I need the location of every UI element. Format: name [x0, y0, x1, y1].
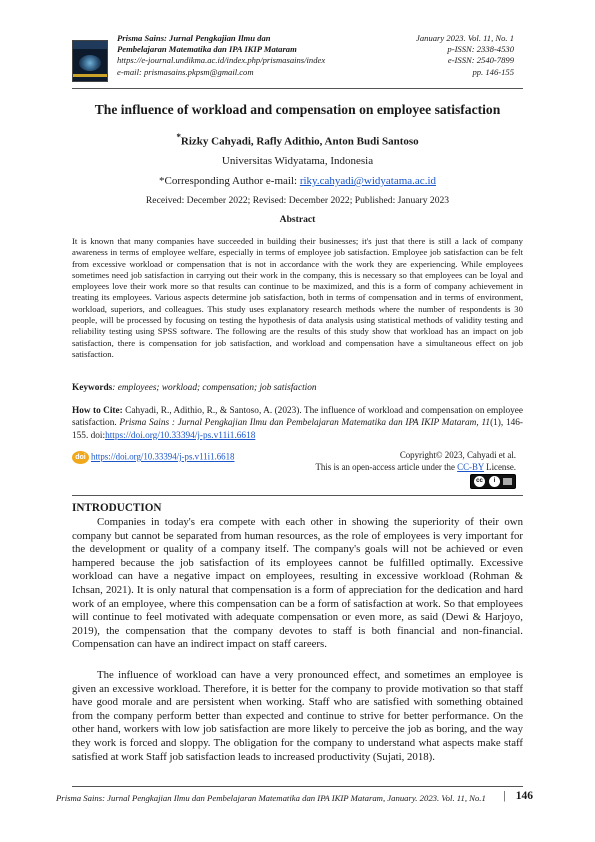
- header-divider: [72, 88, 523, 89]
- article-title: The influence of workload and compensation on employee satisfaction: [94, 102, 501, 117]
- keywords-label: Keywords: [72, 383, 113, 393]
- copyright-text: Copyright© 2023, Cahyadi et al.: [399, 450, 516, 460]
- corresponding-author: [72, 175, 523, 187]
- cite-text: Cahyadi, R., Adithio, R., & Santoso, A. (2023). The influence of workload and compensation on employee satisfaction.: [72, 406, 523, 429]
- section-divider: [72, 495, 523, 496]
- submission-dates: Received: December 2022; Revised: December 2022; Published: January 2023: [145, 195, 450, 206]
- introduction-heading: INTRODUCTION: [72, 502, 162, 514]
- author-names: Rizky Cahyadi, Rafly Adithio, Anton Budi Santoso: [180, 135, 419, 148]
- paragraph-text: The influence of workload can have a very pronounced effect, and sometimes an employee is given an excessive workload. Therefore, it is better for the company to provide motivation so that staff have good morale and are persistent when working. Staff who are satisfied with something obtained from the company perform better than expected and continue to strive for better performance. On the other hand, workers with low job satisfaction are more likely to perceive the job as boring, and the way they work is forced and sloppy. The obligation for the company to understand what aspects make staff satisfied at work Staff job satisfaction leads to increased productivity (Sujati, 2018).: [72, 669, 523, 763]
- intro-paragraph-2: [72, 669, 523, 764]
- author-list: [72, 132, 523, 148]
- footer-divider: [72, 786, 523, 787]
- how-to-cite: [72, 405, 523, 442]
- license-text: [315, 461, 516, 473]
- journal-email: e-mail: prismasains.pkpsm@gmail.com: [117, 66, 254, 77]
- footer-separator: |: [503, 790, 506, 802]
- license-block: [315, 449, 516, 473]
- author-mark: *: [176, 132, 181, 142]
- keywords: [72, 383, 523, 393]
- page-range: pp. 146-155: [472, 66, 514, 77]
- affiliation: Universitas Widyatama, Indonesia: [221, 155, 374, 167]
- corresponding-email-link[interactable]: riky.cahyadi@widyatama.ac.id: [299, 175, 436, 187]
- page-footer: Prisma Sains: Jurnal Pengkajian Ilmu dan Pembelajaran Matematika dan IPA IKIP Mataram, January. 2023. Vol. 11, No.1: [56, 793, 486, 803]
- print-issn: p-ISSN: 2338-4530: [447, 44, 514, 55]
- doi-row: [72, 451, 235, 464]
- cite-label: How to Cite:: [72, 406, 123, 416]
- doi-icon: doi: [72, 451, 89, 464]
- cover-graphic: [79, 55, 101, 71]
- doi-link[interactable]: https://doi.org/10.33394/j-ps.v11i1.6618: [91, 451, 235, 462]
- journal-name-line1: Prisma Sains: Jurnal Pengkajian Ilmu dan: [117, 33, 271, 43]
- journal-url[interactable]: https://e-journal.undikma.ac.id/index.php/prismasains/index: [117, 55, 326, 66]
- badge-bar: [503, 478, 512, 485]
- abstract-heading: Abstract: [279, 214, 316, 225]
- cover-stripe: [73, 74, 107, 77]
- cite-doi-link[interactable]: https://doi.org/10.33394/j-ps.v11i1.6618: [105, 430, 256, 441]
- license-text-end: License.: [483, 462, 516, 472]
- cc-icon: cc: [474, 476, 485, 487]
- page-number-block: [503, 790, 533, 802]
- cc-by-badge-icon[interactable]: [470, 474, 516, 489]
- electronic-issn: e-ISSN: 2540-7899: [447, 55, 514, 66]
- journal-name-line2: Pembelajaran Matematika dan IPA IKIP Mataram: [117, 44, 297, 55]
- journal-cover-image: [72, 40, 108, 82]
- page-number: 146: [515, 790, 533, 802]
- intro-paragraph-1: [72, 516, 523, 652]
- paragraph-text: Companies in today's era compete with each other in showing the superiority of their own company but cannot be separated from human resources, as the role of employees is very important for the development or quality of a company itself. The company's goals will not be achieved or even hampered because the job satisfaction of its employees cannot be fulfilled optimally. Excessive workload can have a negative impact on employees, resulting in excessive workload (Rohman & Ichsan, 2021). It is only natural that compensation is a form of appreciation for the dedication and hard work of an employee, where this compensation can be a form of satisfaction at work. So that employees will continue to feel motivated with adequate compensation or even more, as said (Dewi & Harjoyo, 2019), the compensation that the company devotes to staff is both financial and non-financial. Compensation can have an indirect impact on staff careers.: [72, 516, 523, 651]
- cover-band: [73, 41, 107, 49]
- attribution-icon: i: [489, 476, 500, 487]
- corresponding-label: *Corresponding Author e-mail:: [158, 175, 300, 187]
- cc-by-link[interactable]: CC-BY: [457, 462, 484, 472]
- keywords-values: : employees; workload; compensation; job satisfaction: [112, 383, 317, 393]
- cite-journal: Prisma Sains : Jurnal Pengkajian Ilmu dan Pembelajaran Matematika dan IPA IKIP Mataram, 11: [119, 418, 491, 429]
- cite-issue: (1), 146-155. doi:: [72, 418, 523, 441]
- license-text-start: This is an open-access article under the: [315, 462, 458, 472]
- issue-info: [416, 33, 514, 78]
- abstract-text: It is known that many companies have succeeded in building their businesses; it's just that there is still a lack of company awareness in terms of employee welfare, especially in terms of employee job satisfaction. Employee job satisfaction can be felt from excessive workload or compensation that is not in accordance with the work they are experiencing. While employees sometimes need job satisfaction in carrying out their work in the company, this is necessary so that employees can be loyal and employees love their work more so that results can continue to be maximized, and this is a form of company achievement in treating its employees. Various aspects determine job satisfaction, both in terms of compensation and in terms of environment, workload, superiors, and colleagues. This study uses explanatory research methods where the number of respondents is 30 people, will be processed by focusing on testing the hypothesis of data analysis using statistical methods of validity testing and reliability testing using SPSS software. The following are the results of this study show that workload has an impact on job satisfaction, there is compensation for job satisfaction, and workload and compensation have a simultaneous effect on job satisfaction.: [72, 236, 523, 359]
- issue-date: January 2023. Vol. 11, No. 1: [416, 33, 514, 43]
- journal-header: [117, 33, 325, 78]
